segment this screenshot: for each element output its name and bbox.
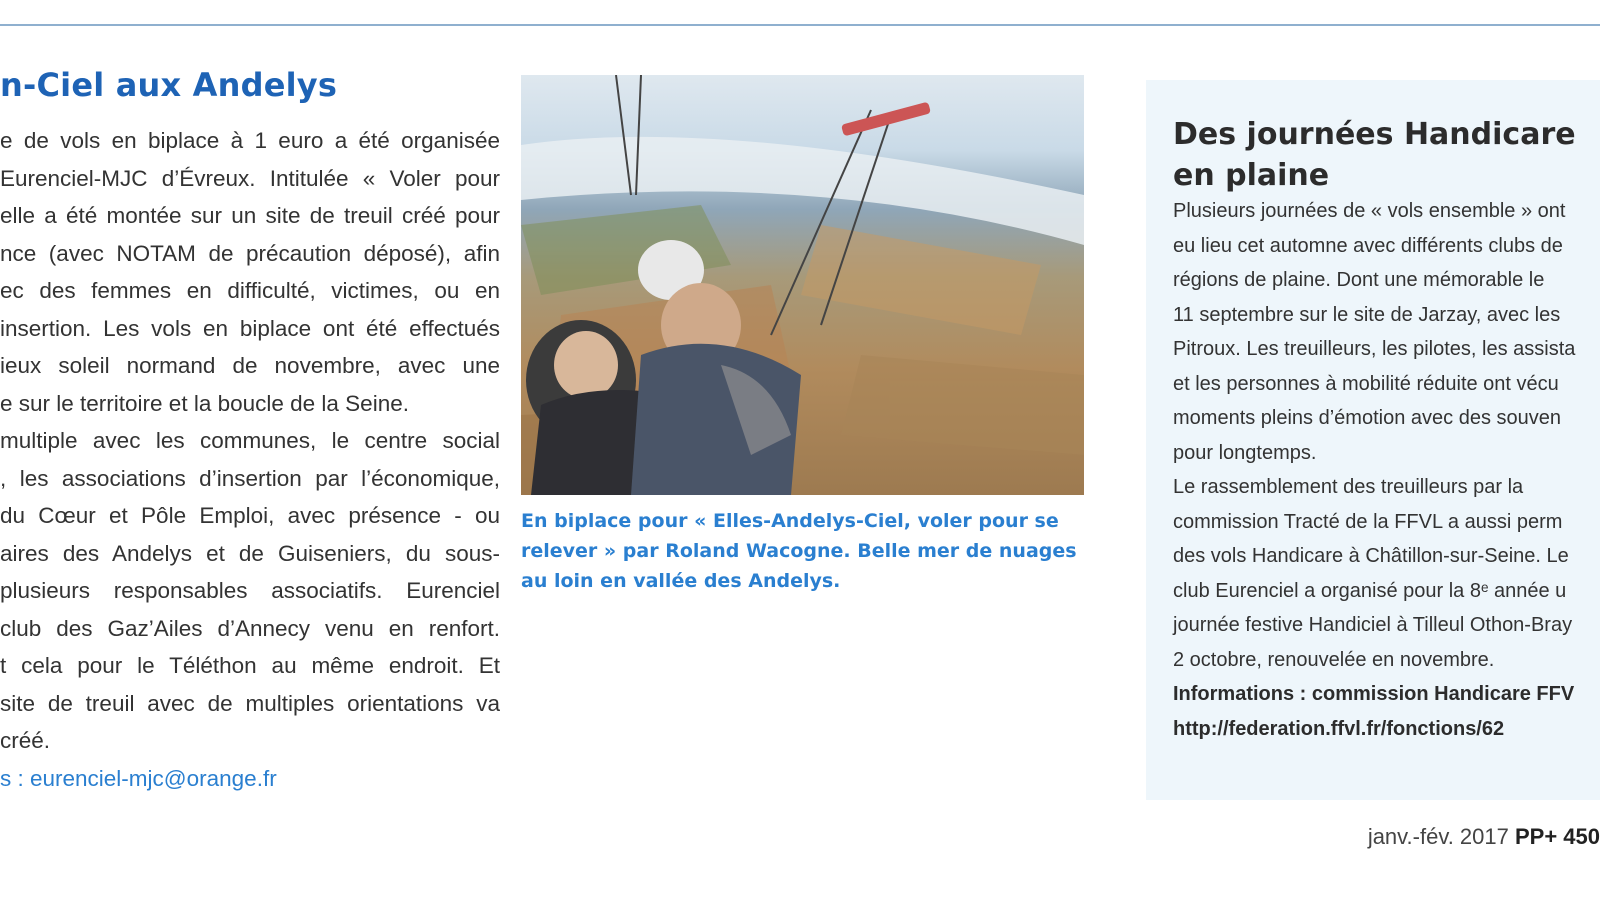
body-line: du Cœur et Pôle Emploi, avec présence - ou <box>0 503 500 528</box>
right-article-box <box>1146 80 1600 800</box>
title-line-2: en plaine <box>1173 158 1330 193</box>
body-line: , les associations d’insertion par l’économique, <box>0 465 500 491</box>
body-line: des vols Handicare à Châtillon-sur-Seine. Le <box>1173 545 1569 567</box>
body-line: site de treuil avec de multiples orientations va <box>0 690 500 716</box>
info-url-link[interactable]: http://federation.ffvl.fr/fonctions/62 <box>1173 717 1505 740</box>
magazine-issue: PP+ 450 <box>1514 824 1600 849</box>
left-article <box>0 66 500 826</box>
body-line: nce (avec NOTAM de précaution déposé), afin <box>0 240 500 266</box>
body-line: 2 octobre, renouvelée en novembre. <box>1173 648 1495 671</box>
body-line: Pitroux. Les treuilleurs, les pilotes, les assista <box>1173 338 1576 360</box>
top-rule <box>0 24 1600 26</box>
contact-email[interactable]: s : eurenciel-mjc@orange.fr <box>0 765 277 791</box>
body-line: Eurenciel-MJC d’Évreux. Intitulée « Voler pour <box>0 165 500 191</box>
body-line: insertion. Les vols en biplace ont été effectués <box>0 315 500 341</box>
body-line: et les personnes à mobilité réduite ont vécu <box>1173 372 1559 395</box>
photo-caption <box>521 506 1101 596</box>
tandem-paraglider-photo <box>521 75 1084 495</box>
body-line: club Eurenciel a organisé pour la 8ᵉ année u <box>1173 579 1567 602</box>
body-line: régions de plaine. Dont une mémorable le <box>1173 269 1545 291</box>
body-line: pour longtemps. <box>1173 441 1317 464</box>
right-article-title <box>1173 114 1576 196</box>
left-article-title: n-Ciel aux Andelys <box>0 66 338 104</box>
body-line: ieux soleil normand de novembre, avec une <box>0 353 500 378</box>
body-line: créé. <box>0 728 51 753</box>
photo-illustration <box>521 75 1084 495</box>
caption-line: au loin en vallée des Andelys. <box>521 570 841 592</box>
left-article-body <box>0 122 500 797</box>
caption-line: En biplace pour « Elles-Andelys-Ciel, voler pour se <box>521 510 1059 532</box>
body-line: elle a été montée sur un site de treuil créé pour <box>0 203 500 228</box>
info-line: Informations : commission Handicare FFV <box>1173 683 1575 705</box>
body-line: moments pleins d’émotion avec des souven <box>1173 407 1561 429</box>
body-line: Plusieurs journées de « vols ensemble » ont <box>1173 200 1566 222</box>
issue-date: janv.-fév. 2017 <box>1367 824 1509 849</box>
title-line-1: Des journées Handicare <box>1173 117 1576 152</box>
body-line: Le rassemblement des treuilleurs par la <box>1173 476 1524 498</box>
body-line: ec des femmes en difficulté, victimes, ou en <box>0 278 500 303</box>
body-line: t cela pour le Téléthon au même endroit. Et <box>0 653 500 678</box>
body-line: commission Tracté de la FFVL a aussi perm <box>1173 510 1563 533</box>
body-line: e sur le territoire et la boucle de la Seine. <box>0 390 409 416</box>
body-line: eu lieu cet automne avec différents clubs de <box>1173 234 1563 257</box>
body-line: 11 septembre sur le site de Jarzay, avec les <box>1173 303 1561 326</box>
body-line: aires des Andelys et de Guiseniers, du sous- <box>0 540 500 566</box>
body-line: club des Gaz’Ailes d’Annecy venu en renfort. <box>0 615 500 641</box>
caption-line: relever » par Roland Wacogne. Belle mer de nuages <box>521 540 1077 562</box>
page-footer <box>1368 824 1600 850</box>
right-article-body <box>1173 194 1600 746</box>
body-line: e de vols en biplace à 1 euro a été organisée <box>0 128 500 153</box>
body-line: multiple avec les communes, le centre social <box>0 428 500 453</box>
body-line: journée festive Handiciel à Tilleul Othon-Bray <box>1173 614 1573 636</box>
body-line: plusieurs responsables associatifs. Eurenciel <box>0 578 500 603</box>
